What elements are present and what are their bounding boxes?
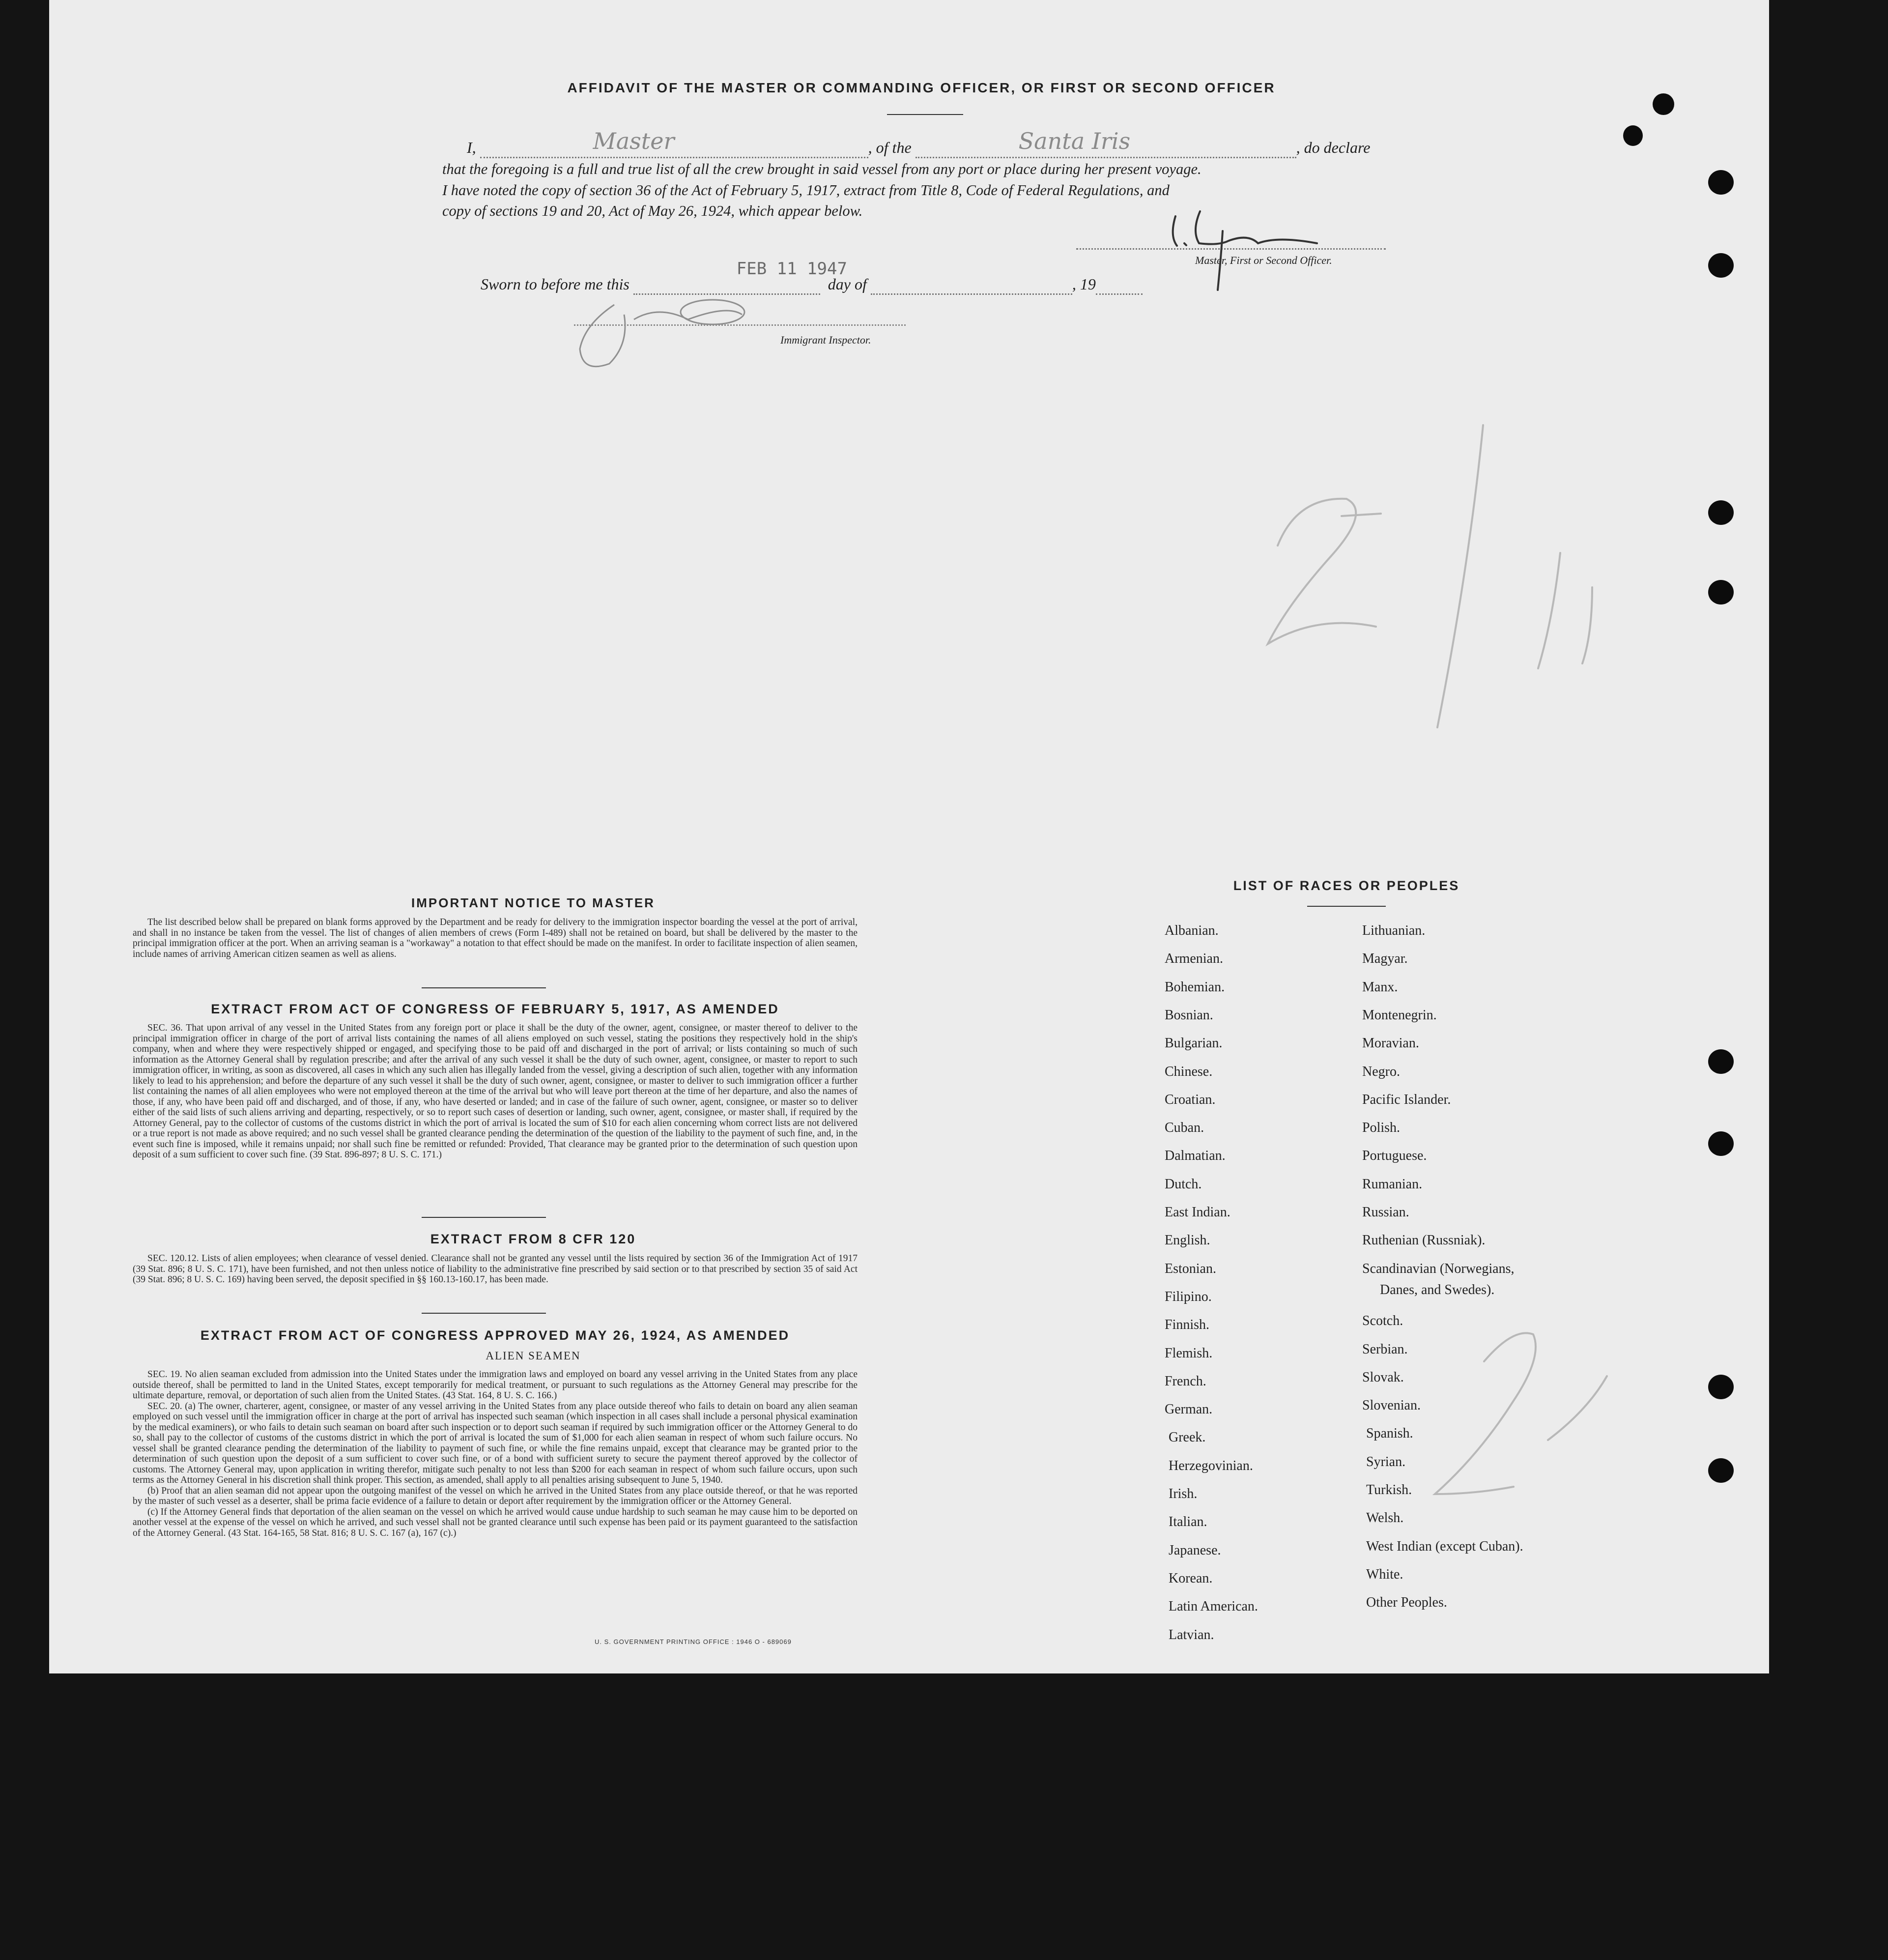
section-120-12-paragraph: SEC. 120.12. Lists of alien employees; when clearance of vessel denied. Clearance shall not be granted any vessel until the lists required by section 36 of the Immigration Act of 1917 (39 Stat. 896; 8 U. S. C. 171), have been furnished, and not then unless notice of liability to the administrative fine prescribed by said section or to that prescribed by section 35 of said Act (39 Stat. 896; 8 U. S. C. 169) having been served, the deposit specified in §§ 160.13-160.17, has been made. xyxy=(133,1253,858,1285)
race-item: Russian. xyxy=(1362,1205,1409,1220)
extract-1924-text xyxy=(133,1369,858,1538)
notice-paragraph: The list described below shall be prepared on blank forms approved by the Department and be ready for delivery to the immigration inspector boarding the vessel at the port of arrival, and shall in no instance be taken from the vessel. The list of changes of alien members of crews (Form I-489) shall not be retained on board, but shall be delivered by the master to the principal immigration officer at the port. When an arriving seaman is a "workaway" a notation to that effect should be made on the manifest. In order to facilitate inspection of alien seamen, include names of arriving American citizen seamen as well as aliens. xyxy=(133,917,858,959)
extract-1917-text xyxy=(133,1023,858,1160)
race-item: Polish. xyxy=(1362,1120,1401,1136)
extract-1917-heading: EXTRACT FROM ACT OF CONGRESS OF FEBRUARY 5, 1917, AS AMENDED xyxy=(211,1002,779,1016)
divider xyxy=(422,1217,546,1218)
race-item: Welsh. xyxy=(1366,1510,1404,1526)
race-item: Spanish. xyxy=(1366,1426,1413,1441)
notice-text xyxy=(133,917,858,959)
race-item: Chinese. xyxy=(1165,1064,1213,1079)
section-20c-paragraph: (c) If the Attorney General finds that deportation of the alien seaman on the vessel on which he arrived would cause undue hardship to such seaman he may cause him to be deported on another vessel at the expense of the vessel on which he arrived, and such vessel shall not be granted clearance until such expense has been paid or its payment guaranteed to the satisfaction of the Attorney General. (43 Stat. 164-165, 58 Stat. 816; 8 U. S. C. 167 (a), 167 (c).) xyxy=(133,1506,858,1538)
race-item: Scandinavian (Norwegians, xyxy=(1362,1261,1515,1276)
extract-8cfr-heading: EXTRACT FROM 8 CFR 120 xyxy=(430,1232,636,1246)
alien-seamen-subheading: ALIEN SEAMEN xyxy=(486,1350,581,1362)
divider xyxy=(422,1313,546,1314)
signature-caption: Master, First or Second Officer. xyxy=(1195,254,1332,266)
race-item: Albanian. xyxy=(1165,923,1219,938)
affidavit-i: I, xyxy=(467,139,476,156)
race-item: Serbian. xyxy=(1362,1341,1408,1357)
race-item: Other Peoples. xyxy=(1366,1595,1447,1611)
race-item: Ruthenian (Russniak). xyxy=(1362,1233,1486,1248)
section-20a-paragraph: SEC. 20. (a) The owner, charterer, agent, consignee, or master of any vessel arriving in the United States from any place outside thereof who fails to detain on board any alien seaman employed on such vessel until the immigration officer in charge at the port of arrival has inspected such seaman (which inspection in all cases shall include a personal physical examination by the medical examiners), or who fails to detain such seaman on board after such inspection or to deport such seaman if required by such immigration officer or the Attorney General to do so, shall pay to the collector of customs of the customs district in which the port of arrival is located the sum of $1,000 for each alien seaman in respect of whom such failure occurs. No vessel shall be granted clearance pending the determination of the liability to payment of such fine, or while the fine remains unpaid, except that clearance may be granted prior to the determination of such question upon the deposit of a sum sufficient to cover such fine, or of a bond with sufficient surety to secure the payment thereof approved by the collector of customs. The Attorney General may, upon application in writing therefor, mitigate such penalty to not less than $200 for each seaman in respect of whom such failure occurs, upon such terms as the Attorney General in his discretion shall think proper. This section, as amended, shall apply to all penalties arising subsequent to June 5, 1940. xyxy=(133,1401,858,1485)
race-item: Bohemian. xyxy=(1165,979,1225,995)
race-item: Montenegrin. xyxy=(1362,1007,1437,1023)
sworn-label: Sworn to before me this xyxy=(481,275,629,293)
race-item: Cuban. xyxy=(1165,1120,1204,1136)
race-item: Armenian. xyxy=(1165,951,1223,967)
printing-office-imprint: U. S. GOVERNMENT PRINTING OFFICE : 1946 O - 689069 xyxy=(595,1638,792,1645)
race-item: Japanese. xyxy=(1169,1542,1221,1558)
race-item: Croatian. xyxy=(1165,1092,1216,1107)
pencil-number-21 xyxy=(1268,425,1592,727)
affidavit-line-2: that the foregoing is a full and true list of all the crew brought in said vessel from any port or place during her present voyage. xyxy=(442,161,1201,177)
race-item: Herzegovinian. xyxy=(1169,1458,1253,1473)
year-label: , 19 xyxy=(1072,275,1096,293)
race-item: Dalmatian. xyxy=(1165,1148,1226,1164)
do-declare-label: , do declare xyxy=(1296,139,1371,156)
race-item: Slovak. xyxy=(1362,1369,1404,1385)
race-item: German. xyxy=(1165,1402,1213,1417)
race-item: East Indian. xyxy=(1165,1205,1230,1220)
section-36-paragraph: SEC. 36. That upon arrival of any vessel in the United States from any foreign port or place it shall be the duty of the owner, agent, consignee, or master thereof to deliver to the principal immigration officer in charge of the port of arrival lists containing the names of all aliens employed on such vessel, stating the positions they respectively hold in the ship's company, when and where they were respectively shipped or engaged, and specifying those to be paid off and discharged in the port of arrival; or lists containing so much of such information as the Attorney General shall by regulation prescribe; and after the arrival of any such vessel it shall be the duty of such owner, agent, consignee, or master to report to such immigration officer, in writing, as soon as discovered, all cases in which any such alien has illegally landed from the vessel, giving a description of such alien, together with any information likely to lead to his apprehension; and before the departure of any such vessel it shall be the duty of such owner, agent, consignee, or master to deliver to such immigration officer a further list containing the names of all alien employees who were not employed thereon at the time of the arrival but who will leave port thereon at the time of her departure, and also the names of those, if any, who have been paid off and discharged, and of those, if any, who have deserted or landed; and in case of the failure of such owner, agent, consignee, or master so to deliver either of the said lists of such aliens arriving and departing, respectively, or so to report such cases of desertion or landing, such owner, agent, consignee, or master shall, if required by the Attorney General, pay to the collector of customs of the customs district in which the port of arrival is located the sum of $10 for each alien concerning whom correct lists are not delivered or a true report is not made as above required; and no such vessel shall be granted clearance pending the determination of the question of the liability to the payment of such fine, and, in the event such fine is imposed, while it remains unpaid; nor shall such fine be remitted or refunded: Provided, That clearance may be granted prior to the determination of such question upon deposit of a sum sufficient to cover such fine. (39 Stat. 896-897; 8 U. S. C. 171.) xyxy=(133,1023,858,1160)
race-item: French. xyxy=(1165,1373,1206,1389)
races-rule xyxy=(1307,906,1386,907)
race-item: Negro. xyxy=(1362,1064,1400,1079)
race-item: Finnish. xyxy=(1165,1317,1210,1333)
race-item: Syrian. xyxy=(1366,1454,1406,1470)
notice-heading: IMPORTANT NOTICE TO MASTER xyxy=(411,895,655,910)
affidavit-line-4: copy of sections 19 and 20, Act of May 26, 1924, which appear below. xyxy=(442,202,863,219)
race-item: Manx. xyxy=(1362,979,1398,995)
race-item: Flemish. xyxy=(1165,1345,1213,1361)
race-item: Moravian. xyxy=(1362,1036,1419,1051)
race-item: Dutch. xyxy=(1165,1176,1202,1192)
race-item: Pacific Islander. xyxy=(1362,1092,1451,1107)
race-item: Portuguese. xyxy=(1362,1148,1427,1164)
extract-1924-heading: EXTRACT FROM ACT OF CONGRESS APPROVED MAY 26, 1924, AS AMENDED xyxy=(200,1328,790,1343)
race-item: Korean. xyxy=(1169,1570,1213,1586)
pencil-number-2 xyxy=(1435,1333,1607,1494)
race-item: Latvian. xyxy=(1169,1627,1214,1643)
section-19-paragraph: SEC. 19. No alien seaman excluded from admission into the United States under the immigration laws and employed on board any vessel arriving in the United States from any place outside thereof, shall be permitted to land in the United States, except temporarily for medical treatment, or pursuant to such regulations as the Attorney General may prescribe for the ultimate departure, removal, or deportation of such alien from the United States. (43 Stat. 164, 8 U. S. C. 166.) xyxy=(133,1369,858,1401)
race-item: Turkish. xyxy=(1366,1482,1412,1498)
of-the-label: , of the xyxy=(868,139,912,156)
inspector-caption: Immigrant Inspector. xyxy=(780,334,871,346)
section-20b-paragraph: (b) Proof that an alien seaman did not appear upon the outgoing manifest of the vessel on which he arrived in the United States from any place outside thereof, or that he was reported by the master of such vessel as a deserter, shall be prima facie evidence of a failure to detain or deport after requirement by the immigration officer or the Attorney General. xyxy=(133,1485,858,1506)
race-item: Filipino. xyxy=(1165,1289,1212,1304)
master-name-handwritten: Master xyxy=(593,128,675,154)
race-item: White. xyxy=(1366,1566,1403,1582)
divider xyxy=(422,987,546,988)
affidavit-title: AFFIDAVIT OF THE MASTER OR COMMANDING OFFICER, OR FIRST OR SECOND OFFICER xyxy=(567,80,1276,95)
race-item: Italian. xyxy=(1169,1514,1207,1530)
race-item: Danes, and Swedes). xyxy=(1380,1282,1495,1297)
race-item: Irish. xyxy=(1169,1486,1198,1501)
race-item: Estonian. xyxy=(1165,1261,1216,1276)
race-item: Bulgarian. xyxy=(1165,1036,1223,1051)
race-item: West Indian (except Cuban). xyxy=(1366,1538,1523,1554)
race-item: Magyar. xyxy=(1362,951,1408,967)
race-item: Greek. xyxy=(1169,1430,1206,1445)
race-item: Latin American. xyxy=(1169,1599,1258,1614)
extract-8cfr-text xyxy=(133,1253,858,1285)
master-signature xyxy=(1173,211,1317,290)
race-item: Lithuanian. xyxy=(1362,923,1426,938)
race-item: English. xyxy=(1165,1233,1210,1248)
race-item: Bosnian. xyxy=(1165,1007,1213,1023)
date-stamp: FEB 11 1947 xyxy=(736,259,847,279)
vessel-name-handwritten: Santa Iris xyxy=(1018,128,1131,154)
inspector-signature xyxy=(580,300,744,367)
races-heading: LIST OF RACES OR PEOPLES xyxy=(1233,878,1460,893)
race-item: Slovenian. xyxy=(1362,1398,1421,1413)
race-item: Scotch. xyxy=(1362,1313,1403,1329)
day-of-label: day of xyxy=(828,275,867,293)
affidavit-line-3: I have noted the copy of section 36 of the Act of February 5, 1917, extract from Title 8, Code of Federal Regulations, and xyxy=(442,182,1170,199)
race-item: Rumanian. xyxy=(1362,1176,1423,1192)
